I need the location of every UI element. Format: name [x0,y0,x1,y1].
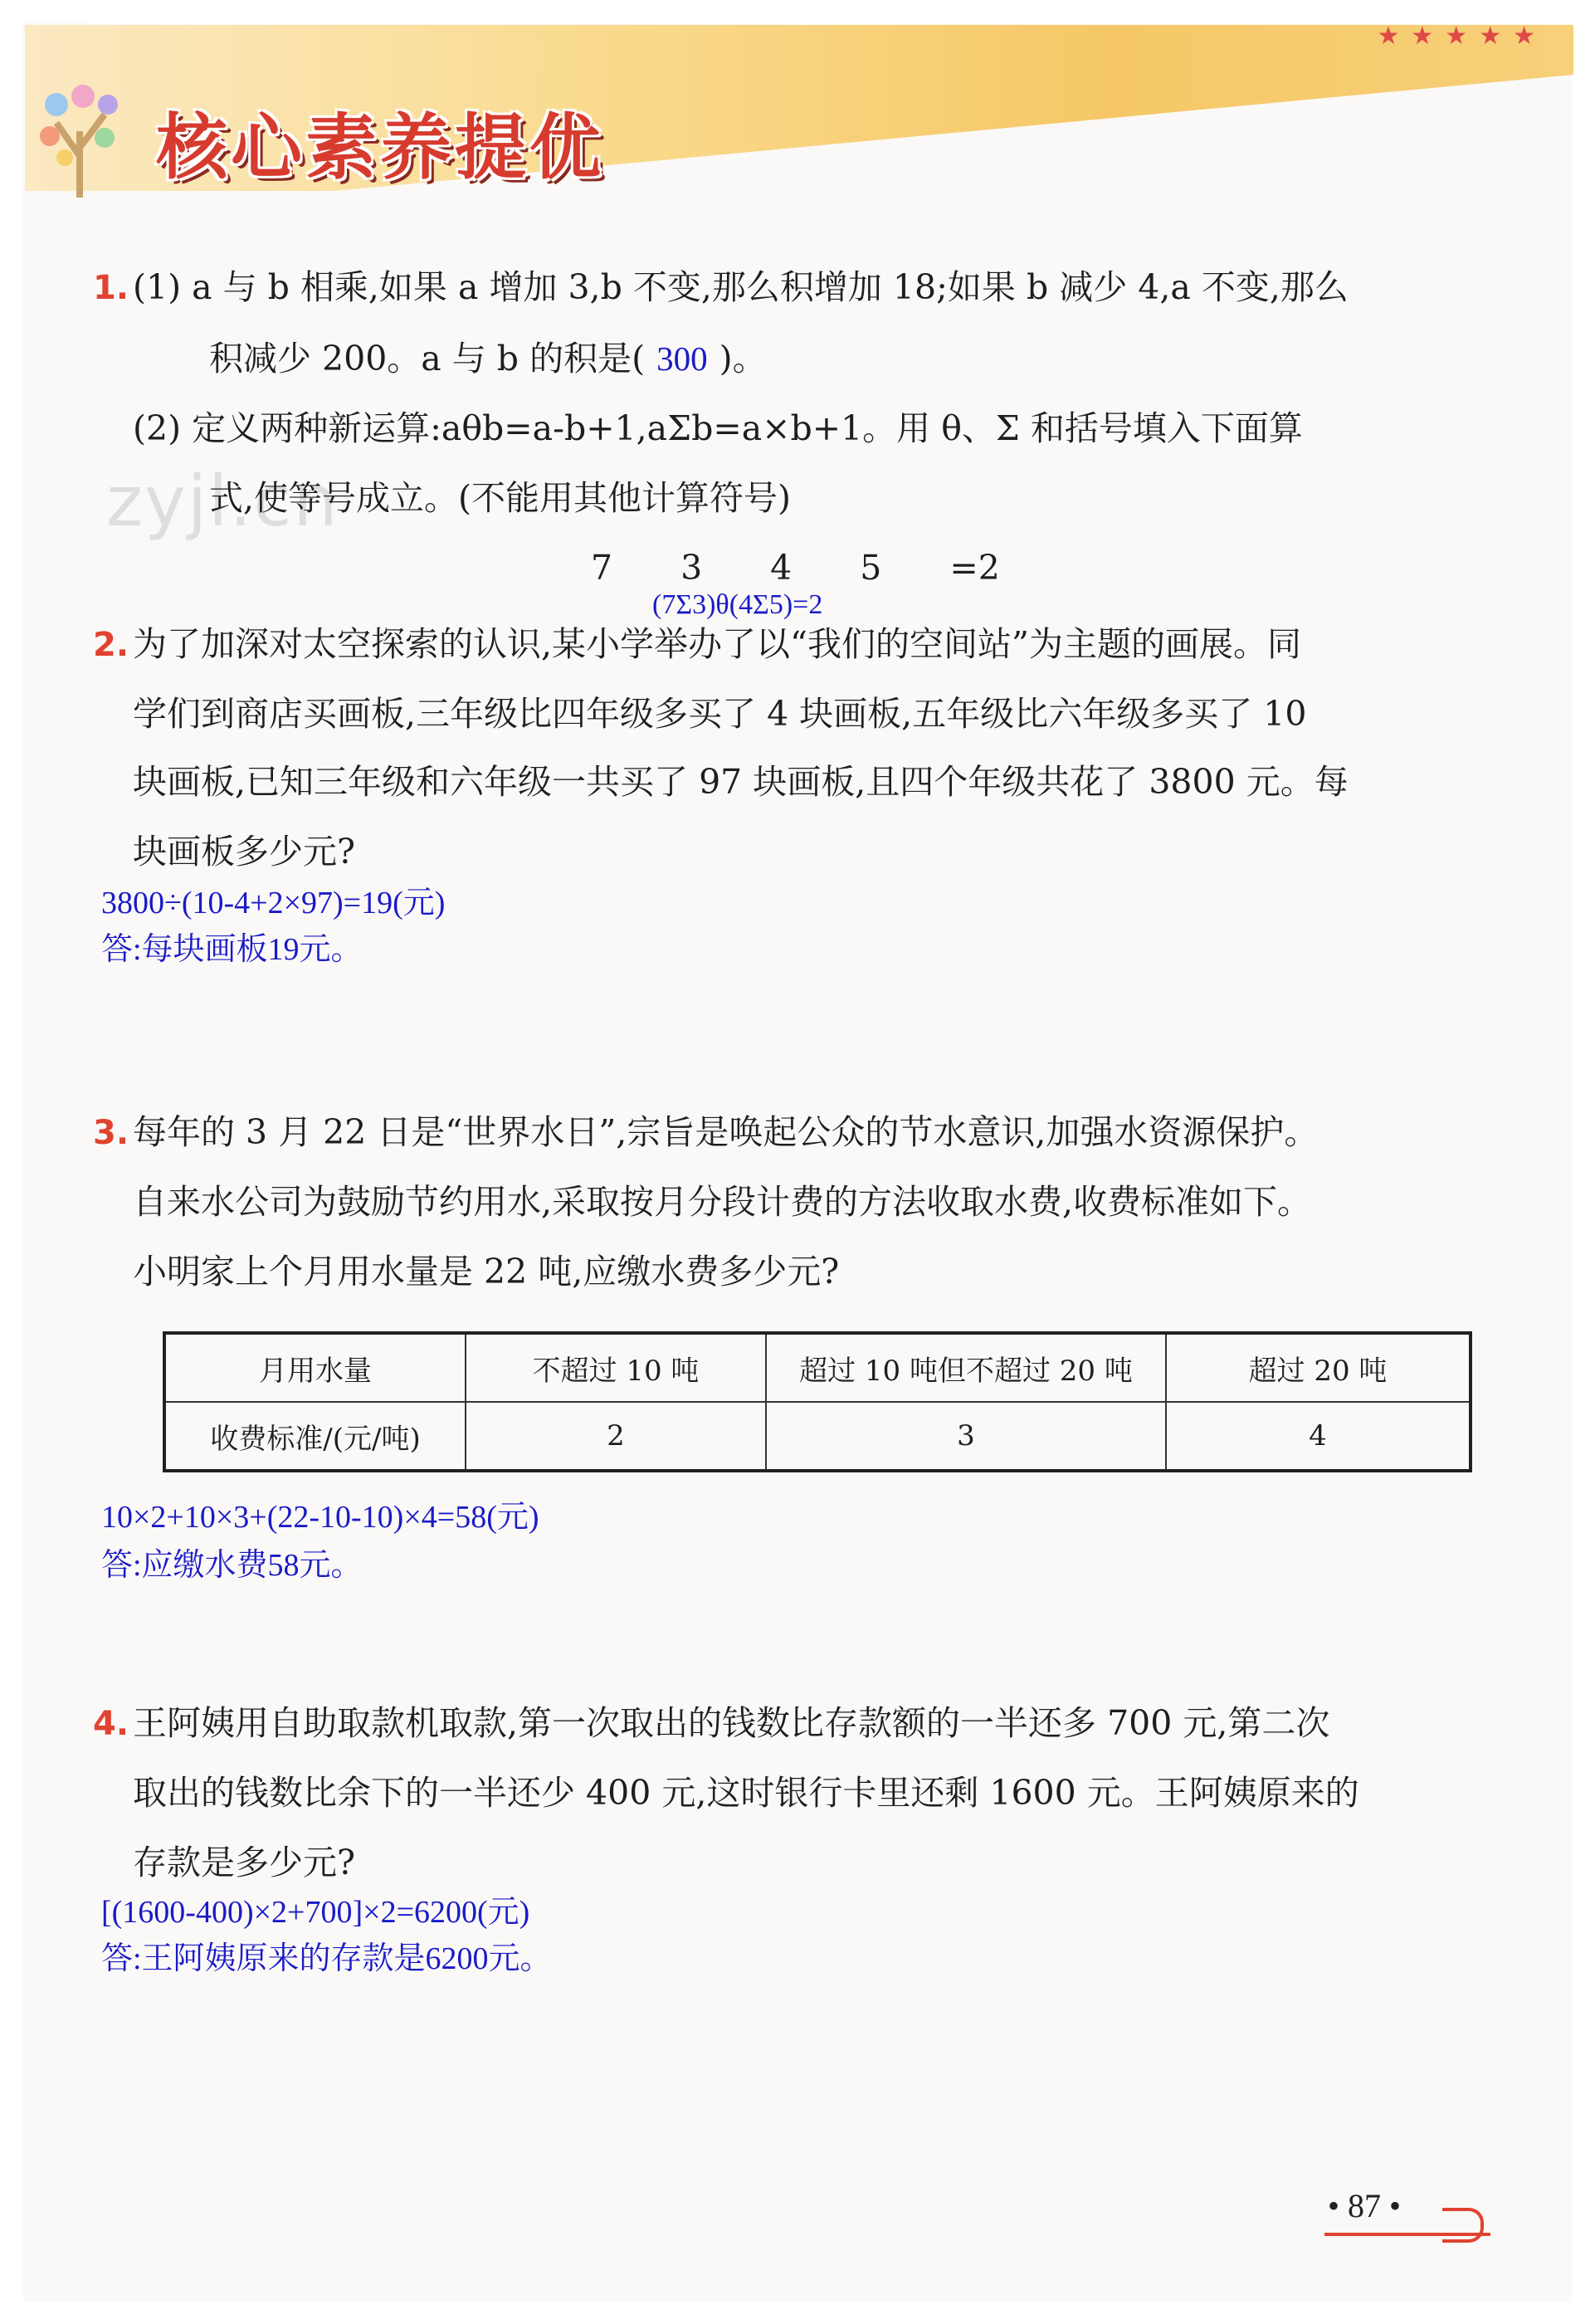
q3-answer-formula: 10×2+10×3+(22-10-10)×4=58(元) [101,1500,539,1535]
q1-part2-answer: (7Σ3)θ(4Σ5)=2 [652,589,823,620]
q2-answer-text: 答:每块画板19元。 [101,932,363,967]
q2-line3: 块画板,已知三年级和六年级一共买了 97 块画板,且四个年级共花了 3800 元。每 [133,762,1349,802]
table-row [164,1402,1471,1471]
q2-number: 2. [93,626,129,664]
q4-line3: 存款是多少元? [133,1843,355,1882]
water-fee-table [163,1331,1472,1472]
q1-part1-answer: 300 [656,339,708,378]
watermark: zyjl.cn [106,461,339,542]
table-header-cell: 超过 20 吨 [1166,1333,1471,1402]
q3-number: 3. [93,1114,129,1152]
tree-icon [32,65,123,198]
q4-line2: 取出的钱数比余下的一半还少 400 元,这时银行卡里还剩 1600 元。王阿姨原来的 [133,1773,1359,1813]
q3-answer-text: 答:应缴水费58元。 [101,1548,363,1583]
page-number: • 87 • [1328,2187,1402,2224]
table-header-cell: 超过 10 吨但不超过 20 吨 [766,1333,1166,1402]
q3-line3: 小明家上个月用水量是 22 吨,应缴水费多少元? [133,1252,840,1291]
header-stars: ★★★★★ [1377,22,1547,51]
q4-number: 4. [93,1705,129,1743]
q3-line1: 3. 每年的 3 月 22 日是“世界水日”,宗旨是唤起公众的节水意识,加强水资源保护。 [93,1112,1319,1152]
q2-answer-formula: 3800÷(10-4+2×97)=19(元) [101,886,446,920]
table-header-cell: 月用水量 [164,1333,466,1402]
q4-answer-formula: [(1600-400)×2+700]×2=6200(元) [101,1895,530,1930]
q2-line2: 学们到商店买画板,三年级比四年级多买了 4 块画板,五年级比六年级多买了 10 [133,694,1307,734]
q4-answer-text: 答:王阿姨原来的存款是6200元。 [101,1941,552,1976]
q1-part1-line1: 1. (1) a 与 b 相乘,如果 a 增加 3,b 不变,那么积增加 18;如果 b 减少 4,a 不变,那么 [93,267,1349,307]
table-header-row [164,1333,1471,1402]
q4-line1: 4. 王阿姨用自助取款机取款,第一次取出的钱数比存款额的一半还多 700 元,第二次 [93,1703,1330,1743]
q2-line4: 块画板多少元? [133,832,355,872]
table-cell: 4 [1166,1402,1471,1471]
page-corner-hook-icon [1442,2208,1484,2243]
table-cell: 2 [466,1402,766,1471]
q1-part1-line2: 积减少 200。a 与 b 的积是( 300 )。 [209,339,767,378]
q3-line2: 自来水公司为鼓励节约用水,采取按月分段计费的方法收取水费,收费标准如下。 [133,1182,1312,1222]
table-cell: 收费标准/(元/吨) [164,1402,466,1471]
page-title: 核心素养提优 [156,106,604,189]
q2-line1: 2. 为了加深对太空探索的认识,某小学举办了以“我们的空间站”为主题的画展。同 [93,624,1301,664]
table-header-cell: 不超过 10 吨 [466,1333,766,1402]
q1-expression: 7 3 4 5 =2 [591,548,1000,588]
q1-part2-line2: 式,使等号成立。(不能用其他计算符号) [209,478,792,518]
q1-number: 1. [93,269,129,307]
q1-part2-line1: (2) 定义两种新运算:aθb=a-b+1,aΣb=a×b+1。用 θ、Σ 和括号填入下面算 [133,408,1303,448]
table-cell: 3 [766,1402,1166,1471]
